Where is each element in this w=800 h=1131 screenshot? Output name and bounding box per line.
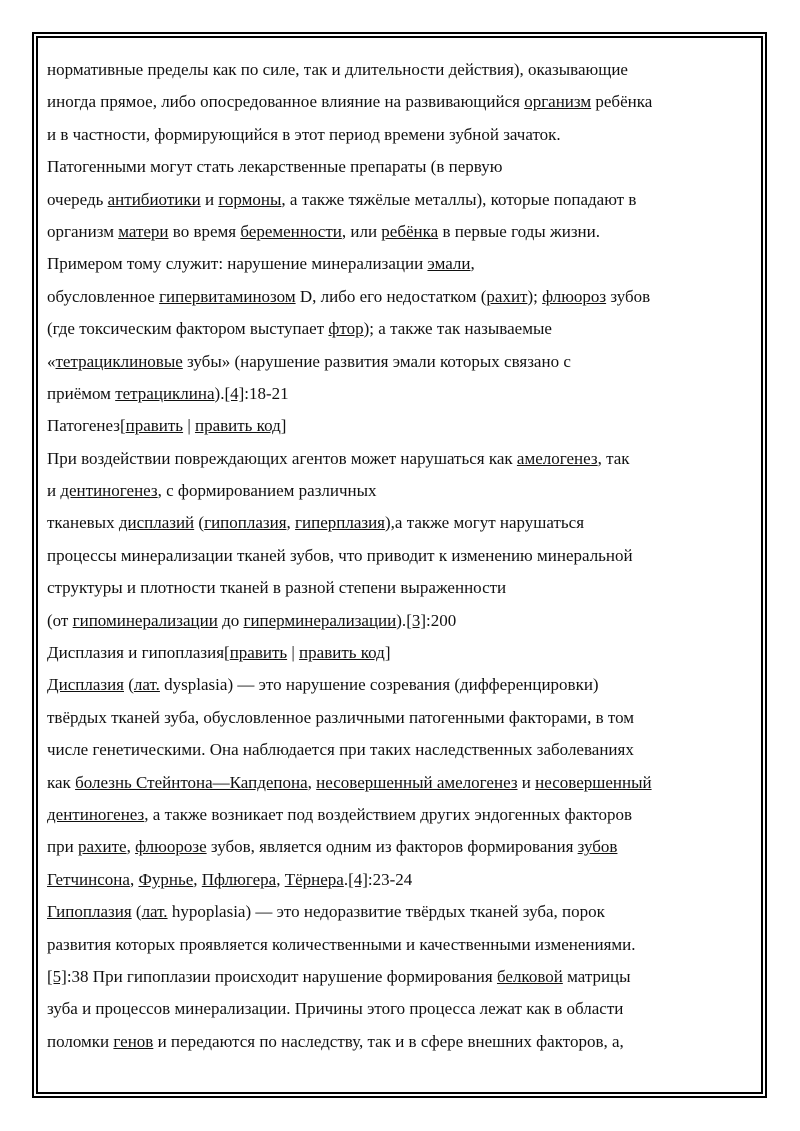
text-run: | bbox=[287, 643, 300, 663]
text-run: :18-21 bbox=[244, 383, 289, 403]
text-run: до bbox=[217, 610, 244, 630]
text-run: иногда прямое, либо опосредованное влияние на развивающийся bbox=[47, 92, 525, 112]
text-run: матрицы bbox=[562, 966, 631, 986]
wiki-link[interactable]: тетрациклина bbox=[115, 383, 215, 403]
text-line bbox=[47, 896, 747, 928]
wiki-link[interactable]: рахит bbox=[486, 286, 528, 306]
text-line bbox=[47, 216, 747, 248]
text-line bbox=[47, 184, 747, 216]
text-run: зубов, является одним из факторов формирования bbox=[206, 837, 578, 857]
wiki-link[interactable]: тетрациклиновые bbox=[55, 351, 183, 371]
text-run: очередь bbox=[47, 189, 108, 209]
wiki-link[interactable]: Пфлюгера bbox=[201, 869, 277, 889]
text-line bbox=[47, 702, 747, 734]
text-run: нормативные пределы как по силе, так и длительности действия), оказывающие bbox=[47, 60, 628, 79]
text-line bbox=[47, 799, 747, 831]
text-line bbox=[47, 119, 747, 151]
wiki-link[interactable]: рахите bbox=[77, 837, 127, 857]
wiki-link[interactable]: править bbox=[229, 643, 288, 663]
text-run: твёрдых тканей зуба, обусловленное различными патогенными факторами, в том bbox=[47, 707, 635, 727]
text-run: приёмом bbox=[47, 383, 116, 403]
text-line bbox=[47, 767, 747, 799]
text-run: (где токсическим фактором выступает bbox=[47, 319, 329, 339]
text-run: , bbox=[126, 837, 136, 857]
text-run: :200 bbox=[426, 610, 457, 630]
text-run: и bbox=[47, 481, 61, 501]
wiki-link[interactable]: амелогенез bbox=[516, 448, 598, 468]
text-run: , bbox=[193, 869, 202, 889]
text-run: , bbox=[470, 254, 475, 274]
text-run: зубы» (нарушение развития эмали которых связано с bbox=[182, 351, 571, 371]
text-run: во время bbox=[168, 221, 241, 241]
wiki-link[interactable]: несовершенный bbox=[535, 772, 652, 792]
text-run: зуба и процессов минерализации. Причины этого процесса лежат как в области bbox=[47, 999, 624, 1019]
wiki-link[interactable]: флюорозе bbox=[135, 837, 207, 857]
wiki-link[interactable]: флюороз bbox=[542, 286, 607, 306]
document-body bbox=[47, 54, 747, 1058]
wiki-link[interactable]: Дисплазия bbox=[47, 675, 124, 695]
text-line bbox=[47, 151, 747, 183]
text-run: структуры и плотности тканей в разной степени выраженности bbox=[47, 578, 507, 598]
wiki-link[interactable]: дентиногенез bbox=[47, 804, 145, 824]
wiki-link[interactable]: гипоплазия bbox=[204, 513, 287, 533]
text-line bbox=[47, 507, 747, 539]
wiki-link[interactable]: [4] bbox=[348, 869, 368, 889]
text-run: ). bbox=[396, 610, 407, 630]
text-run: | bbox=[183, 416, 195, 436]
text-line bbox=[47, 993, 747, 1025]
text-run: ( bbox=[124, 675, 134, 695]
text-run: dysplasia) — это нарушение созревания (дифференцировки) bbox=[159, 675, 599, 695]
text-run: обусловленное bbox=[47, 286, 160, 306]
text-run: , или bbox=[341, 221, 382, 241]
wiki-link[interactable]: [3] bbox=[406, 610, 427, 630]
wiki-link[interactable]: править bbox=[125, 416, 184, 436]
text-line bbox=[47, 605, 747, 637]
wiki-link[interactable]: [4] bbox=[224, 383, 245, 403]
text-run: ( bbox=[194, 513, 205, 533]
wiki-link[interactable]: несовершенный амелогенез bbox=[316, 772, 518, 792]
wiki-link[interactable]: зубов bbox=[577, 837, 618, 857]
text-run: , bbox=[286, 513, 296, 533]
text-run: Патогенными могут стать лекарственные препараты (в первую bbox=[47, 157, 503, 177]
text-run: , bbox=[276, 869, 285, 889]
wiki-link[interactable]: ребёнка bbox=[381, 221, 439, 241]
wiki-link[interactable]: организм bbox=[524, 92, 592, 112]
text-run: тканевых bbox=[47, 513, 119, 533]
text-run: . bbox=[343, 869, 349, 889]
text-run: развития которых проявляется количественными и качественными изменениями. bbox=[47, 934, 636, 954]
text-line bbox=[47, 475, 747, 507]
wiki-link[interactable]: матери bbox=[118, 221, 169, 241]
text-run: :23-24 bbox=[367, 869, 413, 889]
wiki-link[interactable]: лат. bbox=[141, 902, 168, 922]
text-run: ( bbox=[131, 902, 142, 922]
wiki-link[interactable]: гормоны bbox=[218, 189, 282, 209]
text-run: зубов bbox=[606, 286, 651, 306]
text-line bbox=[47, 669, 747, 701]
text-run: ); а также так называемые bbox=[363, 319, 552, 339]
text-run: ),а также могут нарушаться bbox=[385, 513, 585, 533]
wiki-link[interactable]: лат. bbox=[133, 675, 160, 695]
text-run: , так bbox=[597, 448, 630, 468]
wiki-link[interactable]: антибиотики bbox=[107, 189, 201, 209]
text-line bbox=[47, 281, 747, 313]
wiki-link[interactable]: дисплазий bbox=[118, 513, 195, 533]
wiki-link[interactable]: гипоминерализации bbox=[72, 610, 218, 630]
wiki-link[interactable]: фтор bbox=[328, 319, 364, 339]
text-run: ребёнка bbox=[591, 92, 653, 112]
text-run: , с формированием различных bbox=[157, 481, 377, 501]
text-run: в первые годы жизни. bbox=[438, 221, 600, 241]
text-run: , bbox=[307, 772, 317, 792]
wiki-link[interactable]: Фурнье bbox=[138, 869, 194, 889]
text-line bbox=[47, 540, 747, 572]
text-line bbox=[47, 572, 747, 604]
wiki-link[interactable]: гиперминерализации bbox=[243, 610, 397, 630]
text-run: Патогенез[ bbox=[47, 416, 126, 436]
text-run: ); bbox=[527, 286, 543, 306]
text-run: числе генетическими. Она наблюдается при таких наследственных заболеваниях bbox=[47, 740, 634, 760]
wiki-link[interactable]: дентиногенез bbox=[60, 481, 158, 501]
text-run: :38 При гипоплазии происходит нарушение формирования bbox=[66, 966, 497, 986]
wiki-link[interactable]: Тёрнера bbox=[284, 869, 344, 889]
wiki-link[interactable]: [5] bbox=[47, 966, 67, 986]
text-run: (от bbox=[47, 610, 73, 630]
text-run: и передаются по наследству, так и в сфере внешних факторов, а, bbox=[153, 1031, 624, 1051]
text-line bbox=[47, 443, 747, 475]
text-line bbox=[47, 1026, 747, 1058]
text-run: Примером тому служит: нарушение минерализации bbox=[47, 254, 428, 274]
text-line bbox=[47, 313, 747, 345]
text-run: и bbox=[200, 189, 219, 209]
text-run: , а также тяжёлые металлы), которые попадают в bbox=[281, 189, 637, 209]
text-line bbox=[47, 864, 747, 896]
text-run: Дисплазия и гипоплазия[ bbox=[47, 643, 230, 663]
wiki-link[interactable]: править код bbox=[299, 643, 385, 663]
text-line bbox=[47, 378, 747, 410]
wiki-link[interactable]: беременности bbox=[240, 221, 342, 241]
wiki-link[interactable]: эмали bbox=[427, 254, 471, 274]
text-line bbox=[47, 248, 747, 280]
wiki-link[interactable]: Гетчинсона bbox=[47, 869, 130, 889]
text-run: процессы минерализации тканей зубов, что приводит к изменению минеральной bbox=[47, 545, 633, 565]
text-run: При воздействии повреждающих агентов может нарушаться как bbox=[47, 448, 517, 468]
text-line bbox=[47, 410, 747, 442]
text-run: организм bbox=[47, 221, 119, 241]
wiki-link[interactable]: белковой bbox=[496, 966, 563, 986]
wiki-link[interactable]: генов bbox=[113, 1031, 154, 1051]
text-run: , bbox=[129, 869, 139, 889]
text-line bbox=[47, 734, 747, 766]
text-run: D, либо его недостатком ( bbox=[295, 286, 487, 306]
wiki-link[interactable]: Гипоплазия bbox=[47, 902, 132, 922]
text-run: как bbox=[47, 772, 76, 792]
text-line bbox=[47, 86, 747, 118]
text-line bbox=[47, 929, 747, 961]
text-line bbox=[47, 54, 747, 86]
text-run: , а также возникает под воздействием других эндогенных факторов bbox=[144, 804, 632, 824]
text-run: « bbox=[47, 351, 56, 371]
wiki-link[interactable]: править код bbox=[194, 416, 281, 436]
text-run: ] bbox=[280, 416, 287, 436]
text-run: поломки bbox=[47, 1031, 114, 1051]
text-run: и bbox=[517, 772, 536, 792]
text-line bbox=[47, 637, 747, 669]
wiki-link[interactable]: гиперплазия bbox=[295, 513, 386, 533]
wiki-link[interactable]: болезнь Стейнтона—Капдепона bbox=[75, 772, 308, 792]
text-run: и в частности, формирующийся в этот период времени зубной зачаток. bbox=[47, 124, 561, 144]
text-run: при bbox=[47, 837, 78, 857]
text-line bbox=[47, 831, 747, 863]
text-run: ] bbox=[384, 643, 391, 663]
text-run: ). bbox=[214, 383, 225, 403]
wiki-link[interactable]: гипервитаминозом bbox=[159, 286, 296, 306]
text-run: hypoplasia) — это недоразвитие твёрдых тканей зуба, порок bbox=[167, 902, 605, 922]
text-line bbox=[47, 961, 747, 993]
text-line bbox=[47, 346, 747, 378]
